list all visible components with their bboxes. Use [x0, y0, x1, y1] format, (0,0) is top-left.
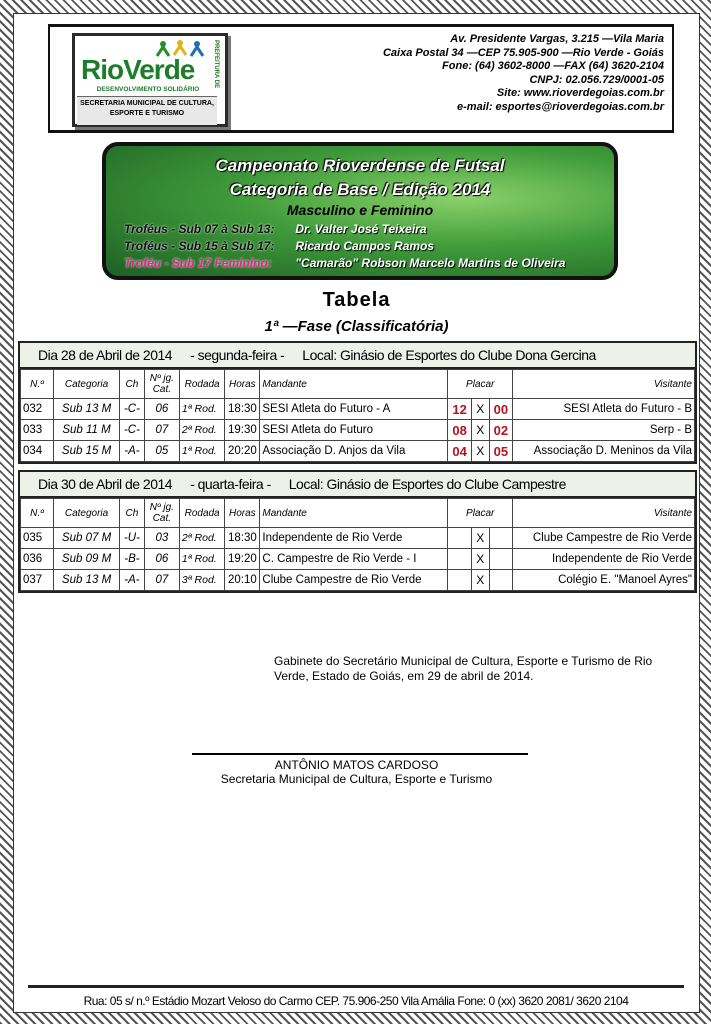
trophy-name: "Camarão" Robson Marcelo Martins de Oliveira: [295, 256, 566, 270]
away-team: SESI Atleta do Futuro - B: [513, 399, 695, 420]
column-header: Visitante: [513, 499, 695, 528]
time: 18:30: [225, 399, 260, 420]
time: 18:30: [225, 528, 260, 549]
versus: X: [471, 399, 489, 420]
column-header: Categoria: [54, 499, 120, 528]
day-location: Local: Ginásio de Esportes do Clube Campestre: [288, 476, 566, 492]
versus: X: [471, 528, 489, 549]
versus: X: [471, 549, 489, 570]
trophy-name: Dr. Valter José Teixeira: [295, 222, 427, 236]
address-line: CNPJ: 02.056.729/0001-05: [529, 73, 664, 86]
column-header: Placar: [448, 499, 513, 528]
column-header: Mandante: [260, 499, 448, 528]
away-team: Serp - B: [513, 420, 695, 441]
banner-gender: Masculino e Feminino: [286, 202, 434, 218]
address-line: Av. Presidente Vargas, 3.215 —Vila Maria: [450, 33, 664, 45]
category: Sub 13 M: [54, 399, 120, 420]
home-score: 08: [448, 420, 472, 441]
table-row: [21, 399, 695, 420]
versus: X: [471, 570, 489, 591]
trophy-label: Troféu - Sub 17 Feminino:: [124, 256, 272, 270]
away-team: Associação D. Meninos da Vila: [513, 441, 695, 462]
banner-title: Campeonato Rioverdense de Futsal: [215, 156, 505, 175]
trophy-line: [124, 222, 427, 236]
game-number: 037: [21, 570, 54, 591]
column-header: Ch: [120, 370, 145, 399]
trophy-name: Ricardo Campos Ramos: [295, 239, 435, 253]
column-header: N.º: [21, 499, 54, 528]
round: 1ª Rod.: [179, 549, 224, 570]
away-score: 00: [489, 399, 513, 420]
round: 2ª Rod.: [179, 528, 224, 549]
time: 19:20: [225, 549, 260, 570]
column-header: Mandante: [260, 370, 448, 399]
category: Sub 11 M: [54, 420, 120, 441]
category: Sub 15 M: [54, 441, 120, 462]
time: 20:20: [225, 441, 260, 462]
round: 3ª Rod.: [179, 570, 224, 591]
group: -B-: [120, 549, 145, 570]
versus: X: [471, 441, 489, 462]
page-title: Tabela: [322, 289, 391, 311]
trophy-label: Troféus - Sub 07 à Sub 13:: [124, 222, 275, 236]
home-score: [448, 549, 472, 570]
signature-line: [192, 753, 528, 755]
letterhead: [48, 24, 674, 133]
home-team: SESI Atleta do Futuro - A: [260, 399, 448, 420]
home-score: [448, 570, 472, 591]
logo-prefeitura: PREFEITURA DE: [213, 40, 219, 89]
home-score: 04: [448, 441, 472, 462]
table-row: [21, 441, 695, 462]
home-score: [448, 528, 472, 549]
address-line: Caixa Postal 34 —CEP 75.905-900 —Rio Verde - Goiás: [382, 46, 664, 59]
category: Sub 13 M: [54, 570, 120, 591]
day-schedule: [18, 341, 697, 464]
day-header: [20, 472, 695, 498]
round: 2ª Rod.: [179, 420, 224, 441]
trophy-line: [124, 239, 434, 253]
game-count: 07: [144, 420, 179, 441]
table-header-row: [21, 499, 695, 528]
category: Sub 09 M: [54, 549, 120, 570]
group: -A-: [120, 441, 145, 462]
page-subtitle: 1ª —Fase (Classificatória): [264, 318, 449, 335]
time: 20:10: [225, 570, 260, 591]
round: 1ª Rod.: [179, 441, 224, 462]
away-score: 05: [489, 441, 513, 462]
round: 1ª Rod.: [179, 399, 224, 420]
games-table: [20, 498, 695, 591]
column-header: Rodada: [179, 370, 224, 399]
table-row: [21, 570, 695, 591]
away-team: Clube Campestre de Rio Verde: [513, 528, 695, 549]
games-table: [20, 369, 695, 462]
game-number: 036: [21, 549, 54, 570]
column-header: Nº jg. Cat.: [144, 370, 179, 399]
game-count: 07: [144, 570, 179, 591]
home-team: C. Campestre de Rio Verde - I: [260, 549, 448, 570]
address-line: e-mail: esportes@rioverdegoias.com.br: [457, 100, 664, 113]
column-header: N.º: [21, 370, 54, 399]
trophy-label: Troféus - Sub 15 à Sub 17:: [124, 239, 275, 253]
gabinete-note: Gabinete do Secretário Municipal de Cultura, Esporte e Turismo de Rio Verde, Estado de Goiás, em 29 de abril de 2014.: [274, 654, 653, 683]
day-date: Dia 30 de Abril de 2014: [38, 476, 173, 492]
column-header: Visitante: [513, 370, 695, 399]
table-row: [21, 549, 695, 570]
group: -U-: [120, 528, 145, 549]
column-header: Nº jg. Cat.: [144, 499, 179, 528]
logo-brand: RioVerde: [81, 54, 195, 85]
table-header-row: [21, 370, 695, 399]
away-score: [489, 570, 513, 591]
game-number: 035: [21, 528, 54, 549]
document-page: [13, 13, 700, 1013]
logo-secretaria: SECRETARIA MUNICIPAL DE CULTURA, ESPORTE E TURISMO: [77, 96, 217, 125]
day-weekday: - quarta-feira -: [190, 476, 271, 492]
game-count: 06: [144, 549, 179, 570]
rioverde-logo: [72, 33, 228, 127]
home-score: 12: [448, 399, 472, 420]
away-score: [489, 549, 513, 570]
day-location: Local: Ginásio de Esportes do Clube Dona Gercina: [302, 347, 596, 363]
away-score: 02: [489, 420, 513, 441]
banner-edition: Categoria de Base / Edição 2014: [229, 180, 491, 199]
column-header: Ch: [120, 499, 145, 528]
championship-banner: [102, 142, 618, 280]
column-header: Horas: [225, 499, 260, 528]
away-team: Colégio E. "Manoel Ayres": [513, 570, 695, 591]
address-line: Site: www.rioverdegoias.com.br: [496, 87, 664, 100]
time: 19:30: [225, 420, 260, 441]
column-header: Rodada: [179, 499, 224, 528]
day-weekday: - segunda-feira -: [190, 347, 285, 363]
home-team: SESI Atleta do Futuro: [260, 420, 448, 441]
group: -A-: [120, 570, 145, 591]
column-header: Categoria: [54, 370, 120, 399]
home-team: Clube Campestre de Rio Verde: [260, 570, 448, 591]
day-schedule: [18, 470, 697, 593]
signature-block: [14, 758, 699, 786]
game-count: 05: [144, 441, 179, 462]
home-team: Associação D. Anjos da Vila: [260, 441, 448, 462]
footer-address: Rua: 05 s/ n.º Estádio Mozart Veloso do Carmo CEP. 75.906-250 Vila Amália Fone: 0 (xx) 3620 2081/ 3620 2104: [28, 985, 684, 1012]
versus: X: [471, 420, 489, 441]
group: -C-: [120, 420, 145, 441]
away-team: Independente de Rio Verde: [513, 549, 695, 570]
day-header: [20, 343, 695, 369]
address-line: Fone: (64) 3602-8000 —FAX (64) 3620-2104: [442, 60, 664, 73]
logo-tagline: DESENVOLVIMENTO SOLIDÁRIO: [96, 86, 200, 93]
game-count: 06: [144, 399, 179, 420]
group: -C-: [120, 399, 145, 420]
address-block: [383, 33, 664, 115]
category: Sub 07 M: [54, 528, 120, 549]
signer-name: ANTÔNIO MATOS CARDOSO: [274, 758, 439, 772]
column-header: Placar: [448, 370, 513, 399]
game-number: 032: [21, 399, 54, 420]
game-count: 03: [144, 528, 179, 549]
away-score: [489, 528, 513, 549]
home-team: Independente de Rio Verde: [260, 528, 448, 549]
column-header: Horas: [225, 370, 260, 399]
day-date: Dia 28 de Abril de 2014: [38, 347, 173, 363]
table-row: [21, 420, 695, 441]
trophy-line: [124, 256, 565, 270]
game-number: 034: [21, 441, 54, 462]
table-row: [21, 528, 695, 549]
signer-role: Secretaria Municipal de Cultura, Esporte e Turismo: [220, 772, 493, 786]
game-number: 033: [21, 420, 54, 441]
